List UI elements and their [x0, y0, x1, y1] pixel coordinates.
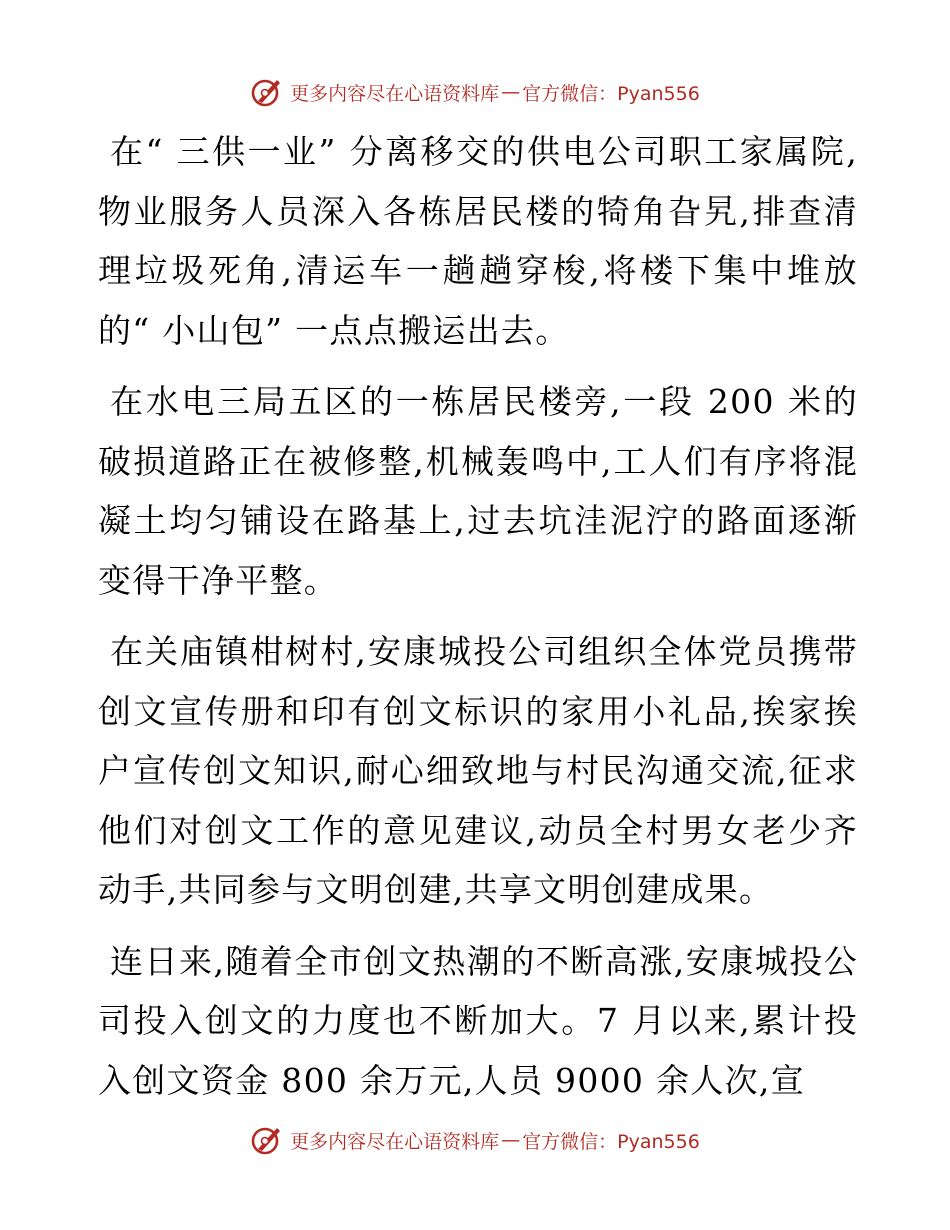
- header-watermark: [0, 72, 950, 112]
- watermark-separator: —: [501, 1129, 521, 1151]
- watermark-separator: —: [501, 81, 521, 103]
- document-body: [98, 122, 858, 1122]
- watermark-site-text: 更多内容尽在心语资料库: [290, 1130, 500, 1153]
- paragraph-1: 在“ 三供一业” 分离移交的供电公司职工家属院,物业服务人员深入各栋居民楼的犄角旮旯,排查清理垃圾死角,清运车一趟趟穿梭,将楼下集中堆放的“ 小山包” 一点点搬运出去。: [98, 132, 858, 350]
- paragraph-4: 连日来,随着全市创文热潮的不断高涨,安康城投公司投入创文的力度也不断加大。7 月以来,累计投入创文资金 800 余万元,人员 9000 余人次,宣: [98, 941, 858, 1100]
- quill-logo-icon: [250, 75, 284, 109]
- quill-logo-icon: [250, 1123, 284, 1157]
- watermark-site-text: 更多内容尽在心语资料库: [290, 82, 500, 105]
- watermark-contact-text: 官方微信：Pyan556: [522, 1130, 700, 1153]
- footer-watermark: [0, 1120, 950, 1160]
- paragraph-3: 在关庙镇柑树村,安康城投公司组织全体党员携带创文宣传册和印有创文标识的家用小礼品,挨家挨户宣传创文知识,耐心细致地与村民沟通交流,征求他们对创文工作的意见建议,动员全村男女老少齐动手,共同参与文明创建,共享文明创建成果。: [98, 632, 858, 909]
- watermark-contact-text: 官方微信：Pyan556: [522, 82, 700, 105]
- paragraph-2: 在水电三局五区的一栋居民楼旁,一段 200 米的破损道路正在被修整,机械轰鸣中,工人们有序将混凝土均匀铺设在路基上,过去坑洼泥泞的路面逐渐变得干净平整。: [98, 382, 858, 600]
